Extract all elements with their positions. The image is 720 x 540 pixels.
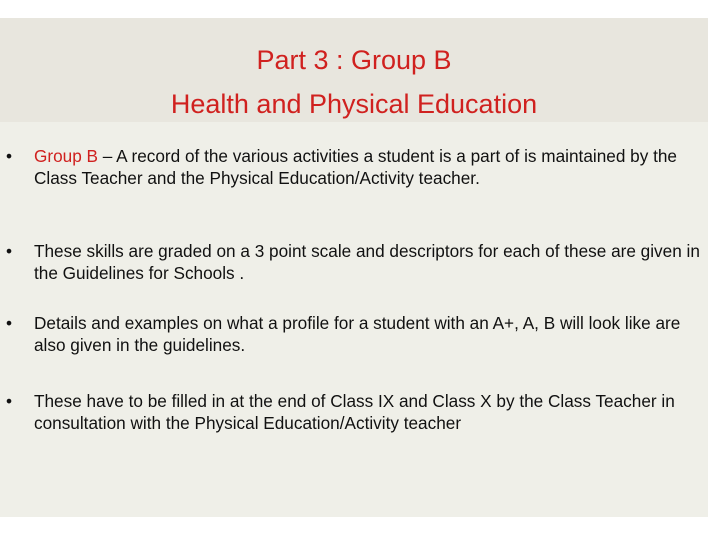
slide	[0, 18, 708, 517]
bullet-text-2: These skills are graded on a 3 point scale and descriptors for each of these are given in the Guidelines for Schools .	[34, 241, 700, 283]
slide-title-line-2: Health and Physical Education	[170, 89, 538, 119]
bullet-marker: •	[6, 391, 13, 411]
title-band	[0, 18, 708, 122]
bullet-marker: •	[6, 146, 13, 166]
bullet-marker: •	[6, 241, 13, 261]
bullet-text-4: These have to be filled in at the end of Class IX and Class X by the Class Teacher in consultation with the Physical Education/Activity teacher	[34, 391, 675, 433]
bullet-body-1: – A record of the various activities a student is a part of is maintained by the Class Teacher and the Physical Education/Activity teacher.	[34, 146, 677, 188]
bullet-lead-group-b: Group B	[34, 146, 99, 166]
bullet-text-1	[34, 145, 704, 189]
bullet-marker: •	[6, 313, 13, 333]
slide-title-line-1: Part 3 : Group B	[256, 45, 452, 75]
bullet-text-3: Details and examples on what a profile for a student with an A+, A, B will look like are also given in the guidelines.	[34, 313, 681, 355]
